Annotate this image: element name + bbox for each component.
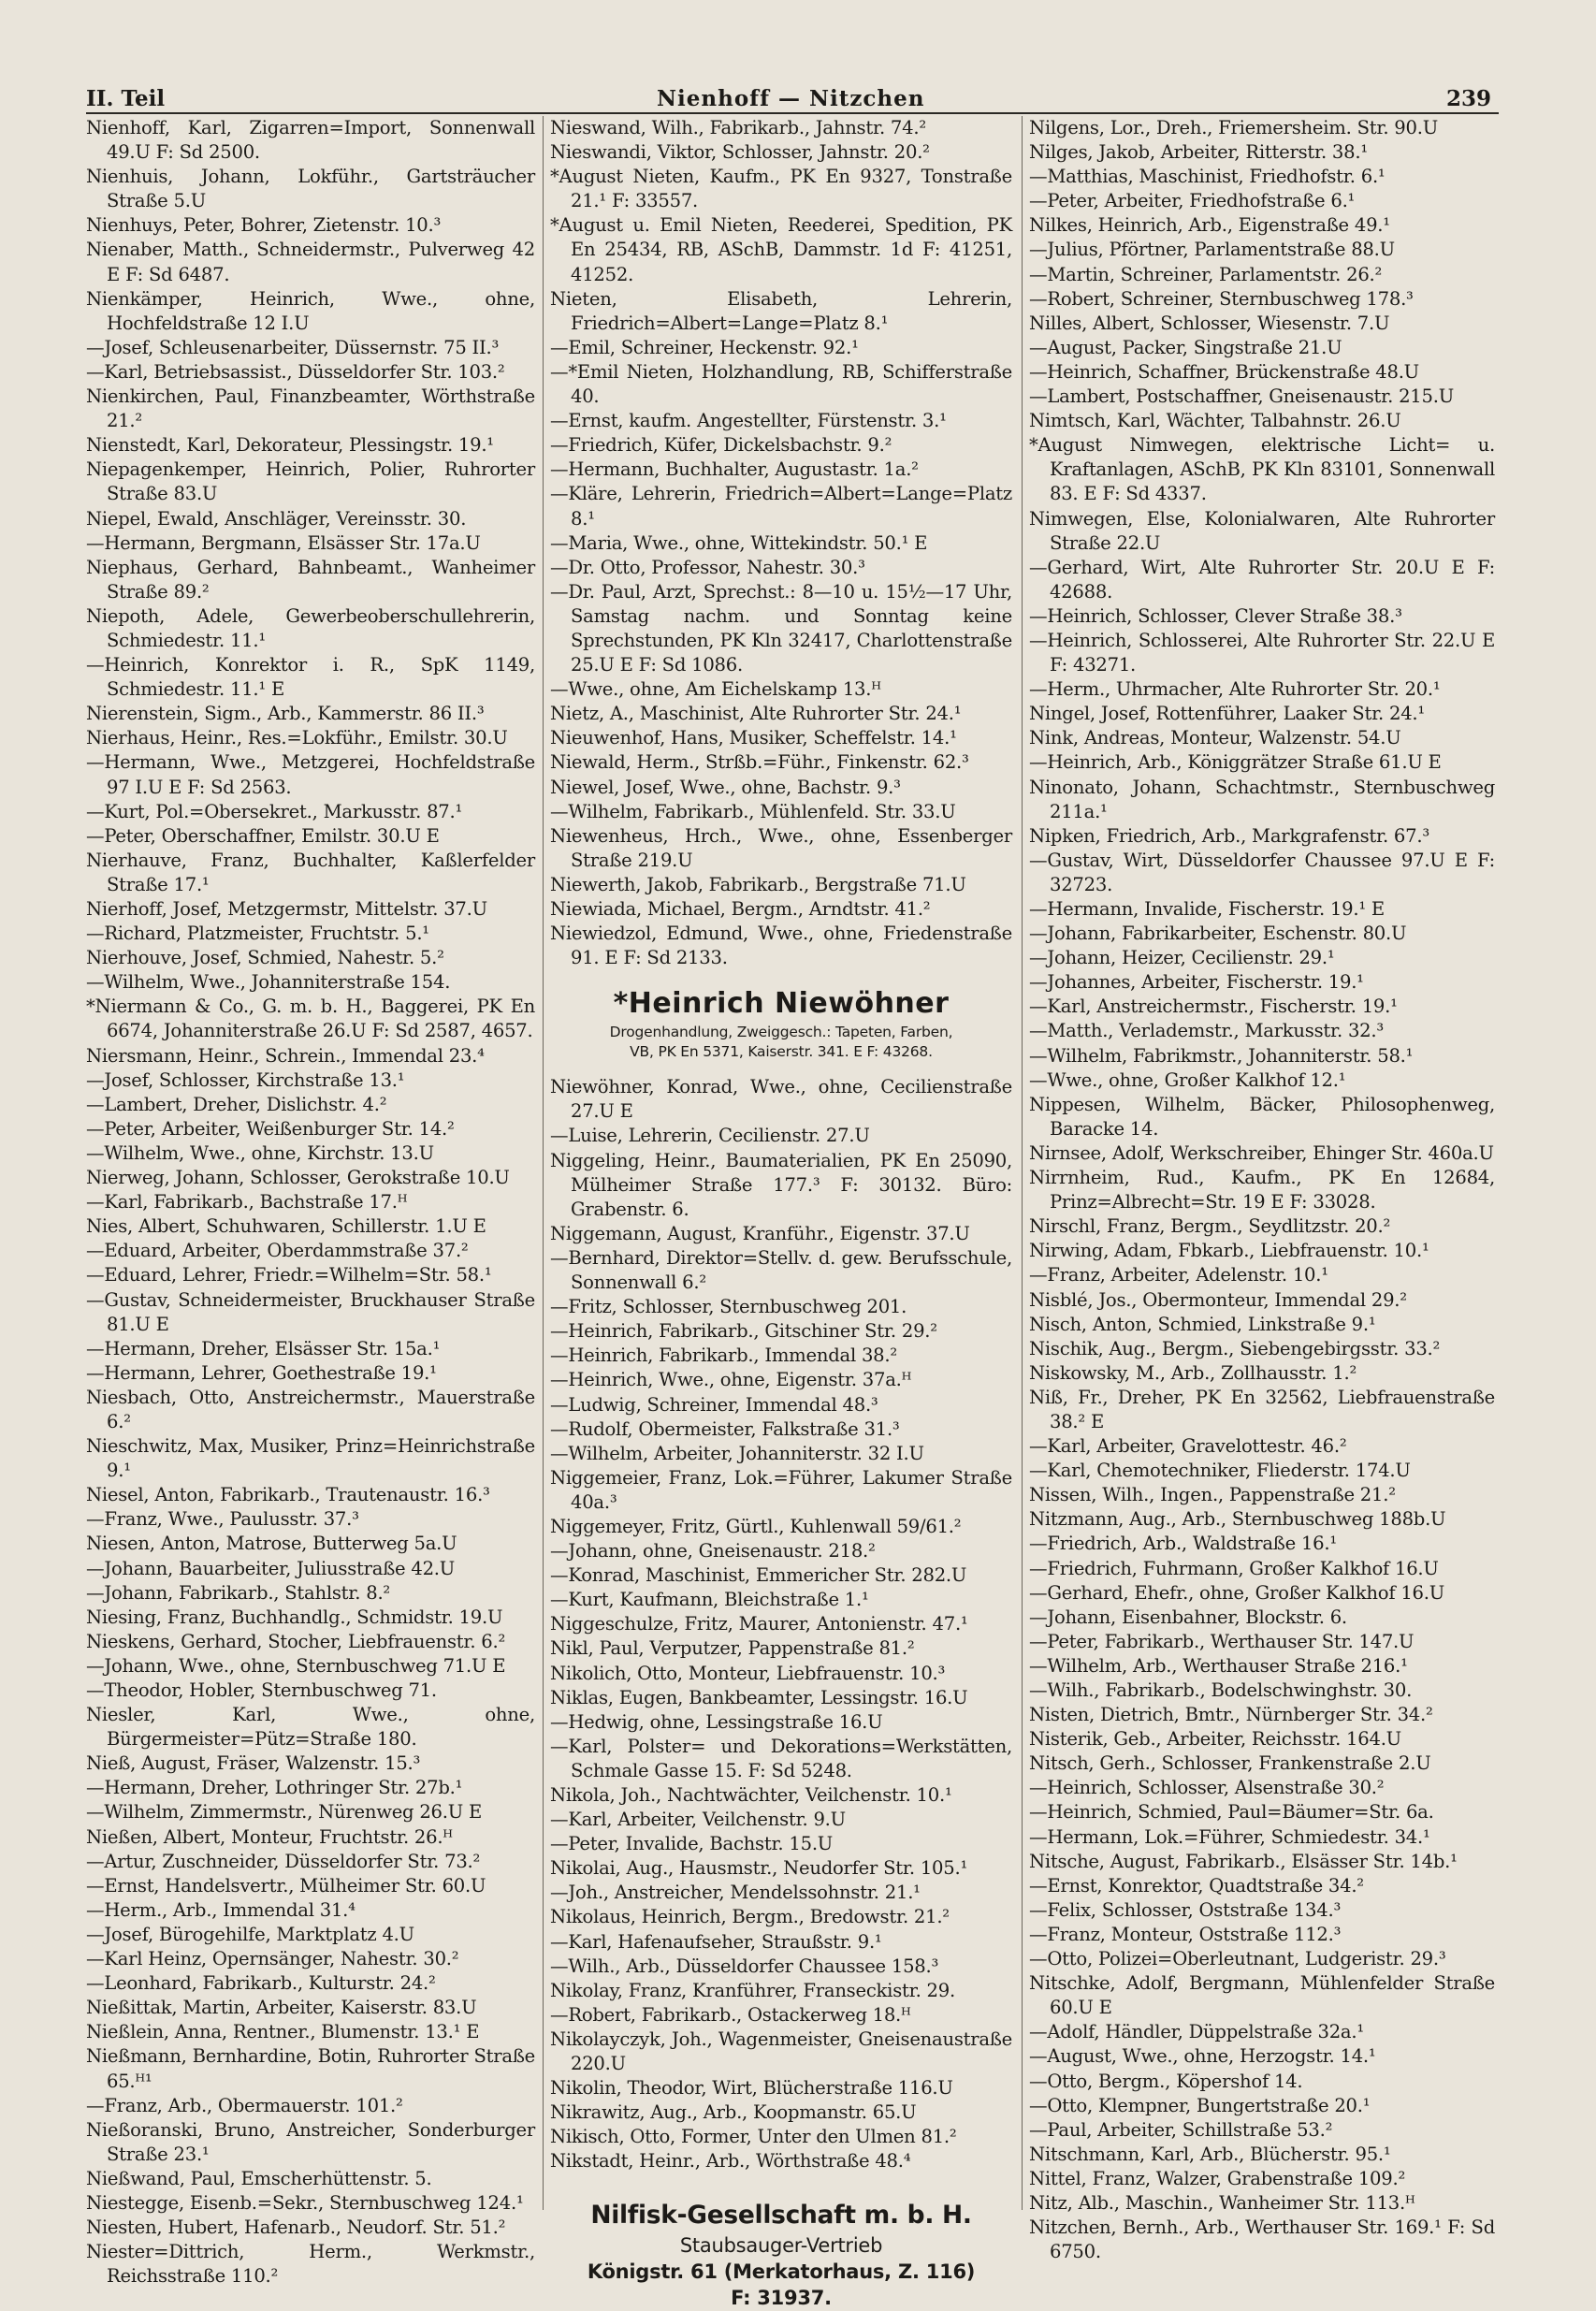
directory-entry: Nienstedt, Karl, Dekorateur, Plessingstr. 19.¹ bbox=[86, 434, 494, 457]
directory-entry: —Wilh., Fabrikarb., Bodelschwinghstr. 30. bbox=[1029, 1679, 1413, 1701]
directory-entry: Nienkirchen, Paul, Finanzbeamter, Wörthstraße 21.² bbox=[86, 385, 535, 432]
directory-entry: Nitschke, Adolf, Bergmann, Mühlenfelder Straße 60.U E bbox=[1029, 1972, 1495, 2019]
directory-entry: Niggeling, Heinr., Baumaterialien, PK En 25090, Mülheimer Straße 177.³ F: 30132. Büro: Grabenstr. 6. bbox=[550, 1149, 1012, 1220]
directory-entry: —Peter, Arbeiter, Friedhofstraße 6.¹ bbox=[1029, 190, 1356, 212]
ad-line: Königstr. 61 (Merkatorhaus, Z. 116) bbox=[587, 2260, 976, 2283]
column-1 bbox=[86, 116, 535, 2288]
directory-entry: —Rudolf, Obermeister, Falkstraße 31.³ bbox=[550, 1417, 900, 1440]
directory-entry: Nink, Andreas, Monteur, Walzenstr. 54.U bbox=[1029, 727, 1401, 749]
directory-entry: —Hermann, Lok.=Führer, Schmiedestr. 34.¹ bbox=[1029, 1825, 1430, 1848]
directory-entry: —Wilhelm, Zimmermstr., Nürenweg 26.U E bbox=[86, 1801, 483, 1824]
directory-entry: —Josef, Schleusenarbeiter, Düssernstr. 75 II.³ bbox=[86, 336, 500, 358]
directory-entry: —Hermann, Wwe., Metzgerei, Hochfeldstraße 97 I.U E F: Sd 2563. bbox=[86, 751, 535, 798]
directory-entry: —Friedrich, Fuhrmann, Großer Kalkhof 16.U bbox=[1029, 1557, 1439, 1579]
ad-line: Staubsauger-Vertrieb bbox=[679, 2233, 883, 2257]
column-2 bbox=[550, 116, 1012, 2309]
directory-entry: —Konrad, Maschinist, Emmericher Str. 282.U bbox=[550, 1564, 967, 1587]
directory-entry: Nimwegen, Else, Kolonialwaren, Alte Ruhrorter Straße 22.U bbox=[1029, 507, 1495, 554]
directory-entry: Nikolayczyk, Joh., Wagenmeister, Gneisenaustraße 220.U bbox=[550, 2028, 1012, 2075]
directory-entry: —Eduard, Arbeiter, Oberdammstraße 37.² bbox=[86, 1240, 469, 1262]
directory-entry: Nienaber, Matth., Schneidermstr., Pulverweg 42 E F: Sd 6487. bbox=[86, 239, 535, 285]
directory-entry: Nießoranski, Bruno, Anstreicher, Sonderburger Straße 23.¹ bbox=[86, 2118, 535, 2165]
directory-entry: Nikl, Paul, Verputzer, Pappenstraße 81.² bbox=[550, 1637, 915, 1660]
directory-entry: Nilgens, Lor., Dreh., Friemersheim. Str. 90.U bbox=[1029, 117, 1438, 138]
directory-entry: Niklas, Eugen, Bankbeamter, Lessingstr. 16.U bbox=[550, 1686, 968, 1708]
directory-entry: Nieuwenhof, Hans, Musiker, Scheffelstr. 14.¹ bbox=[550, 727, 957, 749]
directory-entry: Nischik, Aug., Bergm., Siebengebirgsstr. 33.² bbox=[1029, 1337, 1441, 1359]
directory-entry: —Ernst, kaufm. Angestellter, Fürstenstr. 3.¹ bbox=[550, 410, 947, 432]
directory-entry: Niggemann, August, Kranführ., Eigenstr. 37.U bbox=[550, 1222, 970, 1244]
directory-entry: Nietz, A., Maschinist, Alte Ruhrorter Str. 24.¹ bbox=[550, 703, 962, 725]
directory-entry: Nikolay, Franz, Kranführer, Franseckistr. 29. bbox=[550, 1979, 955, 2001]
directory-entry: —Heinrich, Schlosserei, Alte Ruhrorter Str. 22.U E F: 43271. bbox=[1029, 629, 1495, 676]
directory-entry: —Gerhard, Wirt, Alte Ruhrorter Str. 20.U E F: 42688. bbox=[1029, 556, 1495, 603]
directory-entry: —Heinrich, Konrektor i. R., SpK 1149, Schmiedestr. 11.¹ E bbox=[86, 654, 535, 701]
directory-entry: —Johann, Eisenbahner, Blockstr. 6. bbox=[1029, 1606, 1347, 1628]
directory-entry: —Ernst, Konrektor, Quadtstraße 34.² bbox=[1029, 1874, 1364, 1897]
directory-entry: —Heinrich, Schaffner, Brückenstraße 48.U bbox=[1029, 360, 1419, 383]
directory-entry: Nirnsee, Adolf, Werkschreiber, Ehinger Str. 460a.U bbox=[1029, 1141, 1494, 1164]
directory-entry: Nipken, Friedrich, Arb., Markgrafenstr. 67.³ bbox=[1029, 824, 1429, 847]
directory-entry: —Wwe., ohne, Großer Kalkhof 12.¹ bbox=[1029, 1068, 1346, 1091]
column-3 bbox=[1029, 116, 1495, 2263]
directory-entry: Nieswandi, Viktor, Schlosser, Jahnstr. 20.² bbox=[550, 141, 930, 164]
directory-entry: —Dr. Otto, Professor, Nahestr. 30.³ bbox=[550, 556, 865, 578]
directory-entry: —Joh., Anstreicher, Mendelssohnstr. 21.¹ bbox=[550, 1882, 921, 1904]
directory-entry: —Gustav, Wirt, Düsseldorfer Chaussee 97.U E F: 32723. bbox=[1029, 849, 1495, 895]
directory-entry: —Herm., Uhrmacher, Alte Ruhrorter Str. 20.¹ bbox=[1029, 678, 1441, 701]
directory-entry: —Karl, Arbeiter, Veilchenstr. 9.U bbox=[550, 1809, 846, 1831]
directory-entry: Nisblé, Jos., Obermonteur, Immendal 29.² bbox=[1029, 1288, 1407, 1311]
directory-entry: —Wilh., Arb., Düsseldorfer Chaussee 158.³ bbox=[550, 1955, 939, 1977]
directory-entry: Nieschwitz, Max, Musiker, Prinz=Heinrichstraße 9.¹ bbox=[86, 1435, 535, 1482]
directory-entry: Nierhouve, Josef, Schmied, Nahestr. 5.² bbox=[86, 947, 444, 969]
directory-entry: —Kurt, Pol.=Obersekret., Markusstr. 87.¹ bbox=[86, 800, 463, 822]
directory-entry: Nießmann, Bernhardine, Botin, Ruhrorter Straße 65.ᴴ¹ bbox=[86, 2045, 535, 2092]
ad-line: VB, PK En 5371, Kaiserstr. 341. E F: 43268. bbox=[630, 1043, 933, 1061]
directory-entry: —Karl, Hafenaufseher, Straußstr. 9.¹ bbox=[550, 1930, 882, 1953]
directory-entry: Niewerth, Jakob, Fabrikarb., Bergstraße 71.U bbox=[550, 873, 966, 895]
column-divider bbox=[1022, 116, 1023, 2210]
directory-entry: Niewel, Josef, Wwe., ohne, Bachstr. 9.³ bbox=[550, 776, 901, 798]
directory-entry: Nierweg, Johann, Schlosser, Gerokstraße 10.U bbox=[86, 1167, 510, 1189]
directory-entry: Nieten, Elisabeth, Lehrerin, Friedrich=Albert=Lange=Platz 8.¹ bbox=[550, 287, 1012, 334]
directory-entry: Niesen, Anton, Matrose, Butterweg 5a.U bbox=[86, 1533, 457, 1555]
directory-entry: —Martin, Schreiner, Parlamentstr. 26.² bbox=[1029, 263, 1383, 285]
directory-entry: Nippesen, Wilhelm, Bäcker, Philosophenweg, Baracke 14. bbox=[1029, 1093, 1495, 1140]
directory-entry: Nießittak, Martin, Arbeiter, Kaiserstr. 83.U bbox=[86, 1997, 477, 2019]
directory-entry: —Karl Heinz, Opernsänger, Nahestr. 30.² bbox=[86, 1948, 459, 1970]
directory-entry: —Johann, Fabrikarbeiter, Eschenstr. 80.U bbox=[1029, 923, 1407, 945]
ad-title: Nilfisk-Gesellschaft m. b. H. bbox=[590, 2200, 972, 2230]
directory-entry: Niepoth, Adele, Gewerbeoberschullehrerin, Schmiedestr. 11.¹ bbox=[86, 604, 535, 651]
directory-entry: —Hermann, Dreher, Elsässer Str. 15a.¹ bbox=[86, 1337, 441, 1359]
directory-entry: Nierenstein, Sigm., Arb., Kammerstr. 86 II.³ bbox=[86, 703, 485, 725]
directory-entry: —Wilhelm, Wwe., Johanniterstraße 154. bbox=[86, 971, 451, 994]
directory-entry: Niepagenkemper, Heinrich, Polier, Ruhrorter Straße 83.U bbox=[86, 458, 535, 505]
directory-entry: —Johann, Wwe., ohne, Sternbuschweg 71.U E bbox=[86, 1654, 506, 1677]
directory-entry: Nierhaus, Heinr., Res.=Lokführ., Emilstr. 30.U bbox=[86, 727, 508, 749]
directory-entry: Nitz, Alb., Maschin., Wanheimer Str. 113.ᴴ bbox=[1029, 2191, 1415, 2214]
directory-entry: Niephaus, Gerhard, Bahnbeamt., Wanheimer Straße 89.² bbox=[86, 556, 535, 603]
directory-entry: Nimtsch, Karl, Wächter, Talbahnstr. 26.U bbox=[1029, 410, 1401, 432]
section-label: II. Teil bbox=[86, 86, 166, 111]
directory-entry: Nies, Albert, Schuhwaren, Schillerstr. 1.U E bbox=[86, 1215, 486, 1238]
directory-entry: —Kurt, Kaufmann, Bleichstraße 1.¹ bbox=[550, 1589, 869, 1611]
directory-entry: —Ernst, Handelsvertr., Mülheimer Str. 60.U bbox=[86, 1874, 486, 1897]
directory-entry: Niggemeier, Franz, Lok.=Führer, Lakumer Straße 40a.³ bbox=[550, 1466, 1012, 1513]
directory-entry: Nieswand, Wilh., Fabrikarb., Jahnstr. 74.² bbox=[550, 117, 926, 138]
directory-entry: —Kläre, Lehrerin, Friedrich=Albert=Lange=Platz 8.¹ bbox=[550, 483, 1012, 530]
directory-entry: Nienhuys, Peter, Bohrer, Zietenstr. 10.³ bbox=[86, 214, 442, 237]
directory-entry: Niepel, Ewald, Anschläger, Vereinsstr. 30. bbox=[86, 507, 467, 530]
page-header bbox=[86, 82, 1491, 114]
column-2-entries-continued bbox=[550, 1075, 1012, 2173]
directory-entry: —Hermann, Buchhalter, Augustastr. 1a.² bbox=[550, 458, 919, 481]
directory-entry: —Hedwig, ohne, Lessingstraße 16.U bbox=[550, 1710, 883, 1733]
directory-entry: —Karl, Fabrikarb., Bachstraße 17.ᴴ bbox=[86, 1191, 408, 1214]
directory-entry: Nitzmann, Aug., Arb., Sternbuschweg 188b.U bbox=[1029, 1508, 1446, 1531]
directory-entry: —Franz, Arb., Obermauerstr. 101.² bbox=[86, 2094, 403, 2116]
directory-entry: —Lambert, Postschaffner, Gneisenaustr. 215.U bbox=[1029, 385, 1454, 408]
ad-line: F: 31937. bbox=[731, 2286, 832, 2309]
directory-entry: —Dr. Paul, Arzt, Sprechst.: 8—10 u. 15½—17 Uhr, Samstag nachm. und Sonntag keine Sprechstunden, PK Kln 32417, Charlottenstraße 25.U E F: Sd 1086. bbox=[550, 580, 1012, 676]
directory-entry: —Heinrich, Schlosser, Clever Straße 38.³ bbox=[1029, 604, 1402, 627]
directory-entry: Nierhoff, Josef, Metzgermstr, Mittelstr. 37.U bbox=[86, 898, 487, 920]
directory-entry: Nittel, Franz, Walzer, Grabenstraße 109.² bbox=[1029, 2167, 1406, 2189]
advertisement-niewoehner bbox=[550, 985, 1012, 1062]
directory-entry: —Peter, Oberschaffner, Emilstr. 30.U E bbox=[86, 824, 440, 847]
directory-entry: Nitzchen, Bernh., Arb., Werthauser Str. 169.¹ F: Sd 6750. bbox=[1029, 2217, 1495, 2263]
directory-entry: Niewöhner, Konrad, Wwe., ohne, Cecilienstraße 27.U E bbox=[550, 1076, 1012, 1123]
directory-entry: —August, Wwe., ohne, Herzogstr. 14.¹ bbox=[1029, 2045, 1376, 2068]
directory-entry: —Wilhelm, Arbeiter, Johanniterstr. 32 I.U bbox=[550, 1442, 924, 1464]
directory-entry: Nisten, Dietrich, Bmtr., Nürnberger Str. 34.² bbox=[1029, 1704, 1433, 1726]
directory-entry: Nießwand, Paul, Emscherhüttenstr. 5. bbox=[86, 2167, 432, 2189]
directory-entry: Niesler, Karl, Wwe., ohne, Bürgermeister=Pütz=Straße 180. bbox=[86, 1704, 535, 1751]
directory-entry: Nikolaus, Heinrich, Bergm., Bredowstr. 21.² bbox=[550, 1906, 950, 1928]
directory-entry: Nitsche, August, Fabrikarb., Elsässer Str. 14b.¹ bbox=[1029, 1850, 1458, 1872]
directory-entry: Niesbach, Otto, Anstreichermstr., Mauerstraße 6.² bbox=[86, 1386, 535, 1432]
directory-entry: —Wilhelm, Fabrikmstr., Johanniterstr. 58.¹ bbox=[1029, 1044, 1414, 1067]
directory-entry: —Otto, Klempner, Bungertstraße 20.¹ bbox=[1029, 2094, 1371, 2116]
directory-entry: Niggeschulze, Fritz, Maurer, Antonienstr. 47.¹ bbox=[550, 1613, 968, 1635]
directory-entry: Nikisch, Otto, Former, Unter den Ulmen 81.² bbox=[550, 2126, 957, 2148]
directory-entry: —Julius, Pförtner, Parlamentstraße 88.U bbox=[1029, 239, 1395, 261]
directory-entry: Ninonato, Johann, Schachtmstr., Sternbuschweg 211a.¹ bbox=[1029, 776, 1495, 822]
directory-entry: —Karl, Betriebsassist., Düsseldorfer Str. 103.² bbox=[86, 360, 505, 383]
directory-entry: Nirschl, Franz, Bergm., Seydlitzstr. 20.² bbox=[1029, 1215, 1391, 1238]
directory-entry: —Peter, Arbeiter, Weißenburger Str. 14.² bbox=[86, 1117, 455, 1140]
directory-entry: —Eduard, Lehrer, Friedr.=Wilhelm=Str. 58.¹ bbox=[86, 1264, 492, 1286]
ad-line: Drogenhandlung, Zweiggesch.: Tapeten, Farben, bbox=[609, 1024, 953, 1041]
directory-entry: —Fritz, Schlosser, Sternbuschweg 201. bbox=[550, 1296, 907, 1318]
directory-entry: Nikrawitz, Aug., Arb., Koopmanstr. 65.U bbox=[550, 2101, 917, 2124]
page-number: 239 bbox=[1445, 86, 1491, 111]
directory-entry: —Otto, Bergm., Köpershof 14. bbox=[1029, 2070, 1303, 2092]
directory-entry: Niewiedzol, Edmund, Wwe., ohne, Friedenstraße 91. E F: Sd 2133. bbox=[550, 923, 1012, 969]
ad-title: *Heinrich Niewöhner bbox=[613, 987, 950, 1021]
directory-entry: —Karl, Chemotechniker, Fliederstr. 174.U bbox=[1029, 1460, 1411, 1482]
directory-entry: —Franz, Arbeiter, Adelenstr. 10.¹ bbox=[1029, 1264, 1328, 1286]
directory-entry: Niesel, Anton, Fabrikarb., Trautenaustr. 16.³ bbox=[86, 1484, 490, 1506]
directory-entry: —Wilhelm, Wwe., ohne, Kirchstr. 13.U bbox=[86, 1141, 434, 1164]
directory-entry: —Gustav, Schneidermeister, Bruckhauser Straße 81.U E bbox=[86, 1288, 535, 1335]
directory-entry: —Karl, Arbeiter, Gravelottestr. 46.² bbox=[1029, 1435, 1347, 1458]
directory-entry: Nieß, August, Fräser, Walzenstr. 15.³ bbox=[86, 1752, 421, 1775]
directory-entry: —Wilhelm, Arb., Werthauser Straße 216.¹ bbox=[1029, 1654, 1408, 1677]
directory-entry: —Karl, Polster= und Dekorations=Werkstätten, Schmale Gasse 15. F: Sd 5248. bbox=[550, 1735, 1012, 1781]
directory-entry: —Felix, Schlosser, Oststraße 134.³ bbox=[1029, 1898, 1342, 1921]
directory-entry: Nikolin, Theodor, Wirt, Blücherstraße 116.U bbox=[550, 2077, 953, 2100]
directory-entry: —Franz, Wwe., Paulusstr. 37.³ bbox=[86, 1508, 359, 1531]
directory-entry: —Paul, Arbeiter, Schillstraße 53.² bbox=[1029, 2118, 1333, 2141]
directory-entry: Nissen, Wilh., Ingen., Pappenstraße 21.² bbox=[1029, 1484, 1396, 1506]
directory-entry: Nießlein, Anna, Rentner., Blumenstr. 13.¹ E bbox=[86, 2021, 480, 2043]
directory-entry: —Lambert, Dreher, Dislichstr. 4.² bbox=[86, 1093, 387, 1115]
directory-entry: —Peter, Fabrikarb., Werthauser Str. 147.U bbox=[1029, 1630, 1415, 1652]
directory-entry: Niesing, Franz, Buchhandlg., Schmidstr. 19.U bbox=[86, 1606, 503, 1628]
directory-entry: —Josef, Bürogehilfe, Marktplatz 4.U bbox=[86, 1923, 414, 1945]
directory-entry: —Leonhard, Fabrikarb., Kulturstr. 24.² bbox=[86, 1972, 436, 1995]
directory-entry: —Hermann, Dreher, Lothringer Str. 27b.¹ bbox=[86, 1777, 463, 1799]
directory-entry: Nisterik, Geb., Arbeiter, Reichsstr. 164.U bbox=[1029, 1728, 1401, 1751]
directory-entry: Ningel, Josef, Rottenführer, Laaker Str. 24.¹ bbox=[1029, 703, 1426, 725]
directory-entry: Nikola, Joh., Nachtwächter, Veilchenstr. 10.¹ bbox=[550, 1784, 952, 1806]
directory-entry: Niesten, Hubert, Hafenarb., Neudorf. Str. 51.² bbox=[86, 2217, 506, 2239]
directory-entry: Nierhauve, Franz, Buchhalter, Kaßlerfelder Straße 17.¹ bbox=[86, 849, 535, 895]
directory-entry: Nilkes, Heinrich, Arb., Eigenstraße 49.¹ bbox=[1029, 214, 1390, 237]
directory-entry: —Gerhard, Ehefr., ohne, Großer Kalkhof 16.U bbox=[1029, 1581, 1445, 1604]
directory-entry: —Josef, Schlosser, Kirchstraße 13.¹ bbox=[86, 1068, 405, 1091]
directory-entry: Nilges, Jakob, Arbeiter, Ritterstr. 38.¹ bbox=[1029, 141, 1368, 164]
directory-entry: —Peter, Invalide, Bachstr. 15.U bbox=[550, 1833, 834, 1855]
directory-entry: Niewenheus, Hrch., Wwe., ohne, Essenberger Straße 219.U bbox=[550, 824, 1012, 871]
directory-entry: —Johann, Bauarbeiter, Juliusstraße 42.U bbox=[86, 1557, 456, 1579]
directory-entry: —Heinrich, Schmied, Paul=Bäumer=Str. 6a. bbox=[1029, 1801, 1434, 1824]
directory-entry: —Theodor, Hobler, Sternbuschweg 71. bbox=[86, 1679, 437, 1701]
directory-entry: —Emil, Schreiner, Heckenstr. 92.¹ bbox=[550, 336, 859, 358]
directory-entry: —Johann, ohne, Gneisenaustr. 218.² bbox=[550, 1540, 876, 1562]
directory-entry: —Matthias, Maschinist, Friedhofstr. 6.¹ bbox=[1029, 166, 1386, 188]
directory-entry: —*Emil Nieten, Holzhandlung, RB, Schifferstraße 40. bbox=[550, 360, 1012, 408]
directory-entry: *Niermann & Co., G. m. b. H., Baggerei, PK En 6674, Johanniterstraße 26.U F: Sd 2587, 4657. bbox=[86, 996, 535, 1042]
directory-entry: *August u. Emil Nieten, Reederei, Spedition, PK En 25434, RB, ASchB, Dammstr. 1d F: 41251, 41252. bbox=[550, 214, 1012, 285]
directory-entry: Nieskens, Gerhard, Stocher, Liebfrauenstr. 6.² bbox=[86, 1630, 506, 1652]
directory-entry: Niewald, Herm., Strßb.=Führ., Finkenstr. 62.³ bbox=[550, 751, 969, 774]
directory-entry: —Wilhelm, Fabrikarb., Mühlenfeld. Str. 33.U bbox=[550, 800, 956, 822]
column-divider bbox=[543, 116, 544, 2210]
directory-entry: Niggemeyer, Fritz, Gürtl., Kuhlenwall 59/61.² bbox=[550, 1515, 962, 1537]
directory-entry: Niewiada, Michael, Bergm., Arndtstr. 41.² bbox=[550, 898, 931, 920]
directory-entry: Niersmann, Heinr., Schrein., Immendal 23.⁴ bbox=[86, 1044, 485, 1067]
directory-entry: *August Nieten, Kaufm., PK En 9327, Tonstraße 21.¹ F: 33557. bbox=[550, 166, 1012, 212]
directory-entry: —Johann, Fabrikarb., Stahlstr. 8.² bbox=[86, 1581, 391, 1604]
directory-entry: —Robert, Fabrikarb., Ostackerweg 18.ᴴ bbox=[550, 2003, 911, 2026]
directory-entry: —Franz, Monteur, Oststraße 112.³ bbox=[1029, 1923, 1342, 1945]
name-range: Nienhoff — Nitzchen bbox=[657, 86, 925, 111]
directory-entry: —Karl, Anstreichermstr., Fischerstr. 19.¹ bbox=[1029, 996, 1398, 1018]
directory-entry: Niestegge, Eisenb.=Sekr., Sternbuschweg 124.¹ bbox=[86, 2191, 524, 2214]
directory-entry: Nikstadt, Heinr., Arb., Wörthstraße 48.⁴ bbox=[550, 2150, 911, 2173]
directory-entry: —Herm., Arb., Immendal 31.⁴ bbox=[86, 1898, 355, 1921]
directory-entry: —Hermann, Lehrer, Goethestraße 19.¹ bbox=[86, 1361, 437, 1384]
directory-entry: —Robert, Schreiner, Sternbuschweg 178.³ bbox=[1029, 287, 1414, 310]
directory-entry: —August, Packer, Singstraße 21.U bbox=[1029, 336, 1342, 358]
directory-entry: —Heinrich, Schlosser, Alsenstraße 30.² bbox=[1029, 1777, 1385, 1799]
directory-entry: —Friedrich, Arb., Waldstraße 16.¹ bbox=[1029, 1533, 1337, 1555]
directory-entry: Niskowsky, M., Arb., Zollhausstr. 1.² bbox=[1029, 1361, 1357, 1384]
directory-entry: —Maria, Wwe., ohne, Wittekindstr. 50.¹ E bbox=[550, 531, 928, 554]
directory-entry: —Otto, Polizei=Oberleutnant, Ludgeristr. 29.³ bbox=[1029, 1948, 1446, 1970]
directory-entry: —Ludwig, Schreiner, Immendal 48.³ bbox=[550, 1393, 878, 1416]
directory-entry: —Luise, Lehrerin, Cecilienstr. 27.U bbox=[550, 1125, 870, 1147]
directory-entry: *August Nimwegen, elektrische Licht= u. Kraftanlagen, ASchB, PK Kln 83101, Sonnenwall 83. E F: Sd 4337. bbox=[1029, 434, 1495, 505]
directory-entry: Nienkämper, Heinrich, Wwe., ohne, Hochfeldstraße 12 I.U bbox=[86, 287, 535, 334]
directory-entry: —Friedrich, Küfer, Dickelsbachstr. 9.² bbox=[550, 434, 892, 457]
directory-entry: —Wwe., ohne, Am Eichelskamp 13.ᴴ bbox=[550, 678, 881, 701]
directory-entry: Nienhoff, Karl, Zigarren=Import, Sonnenwall 49.U F: Sd 2500. bbox=[86, 117, 535, 164]
column-2-entries bbox=[550, 116, 1012, 970]
directory-entry: —Heinrich, Fabrikarb., Gitschiner Str. 29.² bbox=[550, 1320, 937, 1343]
directory-entry: —Heinrich, Fabrikarb., Immendal 38.² bbox=[550, 1344, 897, 1367]
directory-entry: —Adolf, Händler, Düppelstraße 32a.¹ bbox=[1029, 2021, 1364, 2043]
directory-entry: —Hermann, Bergmann, Elsässer Str. 17a.U bbox=[86, 531, 481, 554]
directory-entry: —Johannes, Arbeiter, Fischerstr. 19.¹ bbox=[1029, 971, 1364, 994]
directory-entry: —Hermann, Invalide, Fischerstr. 19.¹ E bbox=[1029, 898, 1385, 920]
directory-entry: Nitsch, Gerh., Schlosser, Frankenstraße 2.U bbox=[1029, 1752, 1431, 1775]
directory-entry: Nirrnheim, Rud., Kaufm., PK En 12684, Prinz=Albrecht=Str. 19 E F: 33028. bbox=[1029, 1167, 1495, 1214]
advertisement-nilfisk bbox=[550, 2199, 1012, 2311]
directory-entry: —Matth., Verlademstr., Markusstr. 32.³ bbox=[1029, 1020, 1384, 1042]
directory-entry: Nikolich, Otto, Monteur, Liebfrauenstr. 10.³ bbox=[550, 1662, 946, 1684]
directory-entry: —Johann, Heizer, Cecilienstr. 29.¹ bbox=[1029, 947, 1335, 969]
directory-entry: Nienhuis, Johann, Lokführ., Gartsträucher Straße 5.U bbox=[86, 166, 535, 212]
directory-entry: Nilles, Albert, Schlosser, Wiesenstr. 7.U bbox=[1029, 312, 1390, 334]
directory-entry: Niß, Fr., Dreher, PK En 32562, Liebfrauenstraße 38.² E bbox=[1029, 1386, 1495, 1432]
directory-entry: —Heinrich, Wwe., ohne, Eigenstr. 37a.ᴴ bbox=[550, 1369, 912, 1391]
directory-entry: Niester=Dittrich, Herm., Werkmstr., Reichsstraße 110.² bbox=[86, 2241, 535, 2288]
directory-entry: Nisch, Anton, Schmied, Linkstraße 9.¹ bbox=[1029, 1313, 1376, 1335]
directory-entry: —Heinrich, Arb., Königgrätzer Straße 61.U E bbox=[1029, 751, 1442, 774]
header-rule bbox=[86, 112, 1499, 114]
directory-entry: Nitschmann, Karl, Arb., Blücherstr. 95.¹ bbox=[1029, 2143, 1391, 2165]
directory-entry: —Richard, Platzmeister, Fruchtstr. 5.¹ bbox=[86, 923, 429, 945]
directory-entry: Nießen, Albert, Monteur, Fruchtstr. 26.ᴴ bbox=[86, 1825, 453, 1848]
directory-entry: —Artur, Zuschneider, Düsseldorfer Str. 73.² bbox=[86, 1850, 481, 1872]
directory-entry: —Bernhard, Direktor=Stellv. d. gew. Berufsschule, Sonnenwall 6.² bbox=[550, 1246, 1012, 1294]
directory-entry: Nikolai, Aug., Hausmstr., Neudorfer Str. 105.¹ bbox=[550, 1857, 968, 1880]
directory-entry: Nirwing, Adam, Fbkarb., Liebfrauenstr. 10.¹ bbox=[1029, 1240, 1429, 1262]
